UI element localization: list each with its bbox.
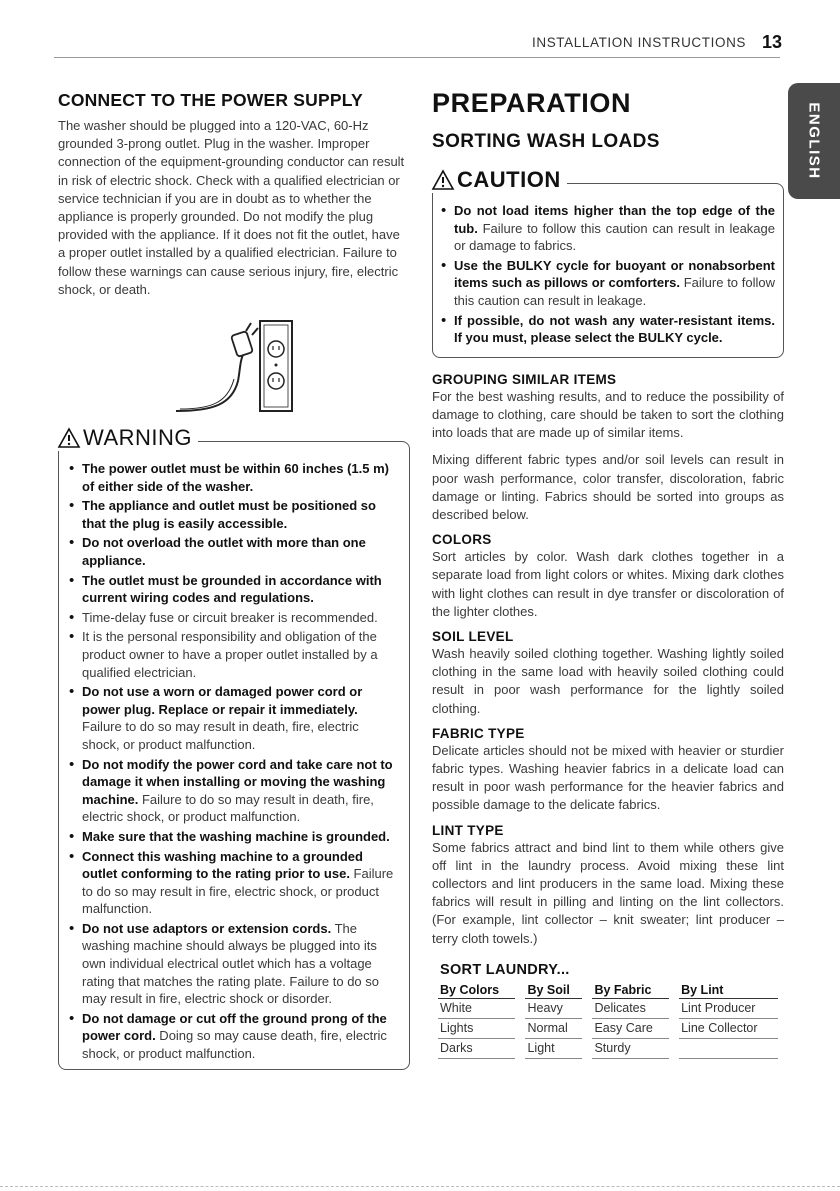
table-cell: White	[438, 998, 515, 1018]
table-row	[438, 1018, 778, 1038]
table-cell: Lights	[438, 1018, 515, 1038]
power-supply-intro: The washer should be plugged into a 120-VAC, 60-Hz grounded 3-prong outlet. Plug in the washer. Improper connection of the equipment-grounding conductor can result in risk of electric shock. Check with a qualified electrician or service technician if you are in doubt as to whether the appliance is properly grounded. Do not modify the plug provided with the appliance. If it does not fit the outlet, have a proper outlet installed by a qualified electrician. Failure to follow these warnings can cause serious injury, fire, electric shock, or death.	[58, 118, 405, 297]
table-cell: Lint Producer	[679, 998, 778, 1018]
table-cell: Light	[525, 1038, 582, 1058]
grouping-section	[432, 372, 784, 524]
warning-box	[58, 425, 410, 1070]
table-row	[438, 1038, 778, 1058]
warning-item: • Do not damage or cut off the ground prong of the power cord. Doing so may cause death, fire, electric shock, or product malfunction.	[65, 1010, 399, 1063]
warning-item: • It is the personal responsibility and obligation of the product owner to have a proper outlet installed by a qualified electrician.	[65, 628, 399, 681]
fabric-section	[432, 726, 784, 815]
power-supply-heading: CONNECT TO THE POWER SUPPLY	[58, 90, 363, 110]
warning-item: • Connect this washing machine to a grounded outlet conforming to the rating prior to use. Failure to do so may result in fire, electric shock, or product malfunction.	[65, 848, 399, 918]
caution-item: • If possible, do not wash any water-resistant items. If you must, please select the BULKY cycle.	[437, 312, 775, 347]
language-tab	[788, 83, 840, 199]
warning-list	[65, 460, 399, 1063]
warning-title	[57, 425, 198, 451]
fabric-text: Delicate articles should not be mixed with heavier or sturdier fabric types. Washing heavier fabrics in a delicate load can result in poor wash performance for the heavier fabrics and possible damage to the delicate fabrics.	[432, 742, 784, 813]
sorting-subtitle: SORTING WASH LOADS	[432, 131, 660, 152]
grouping-para-1: For the best washing results, and to reduce the possibility of damage to clothing, care should be taken to sort the clothing into loads that are made up of similar items.	[432, 388, 784, 441]
caution-title	[431, 167, 567, 193]
column-header: By Fabric	[592, 982, 669, 999]
lint-text: Some fabrics attract and bind lint to them while others give off lint in the laundry process. Avoid mixing these lint collectors and lint producers in the same load. Mixing these fabrics will result in pilling and linting on the lint collectors. (For example, lint collector – knit sweater; lint producer – terry cloth towels.)	[432, 839, 784, 946]
sort-laundry-table	[438, 982, 778, 1059]
running-header: INSTALLATION INSTRUCTIONS	[532, 35, 747, 50]
colors-section	[432, 532, 784, 621]
caution-item: • Use the BULKY cycle for buoyant or nonabsorbent items such as pillows or comforters. Failure to follow this caution can result in leakage.	[437, 257, 775, 310]
language-tab-label: ENGLISH	[805, 102, 823, 180]
table-cell: Darks	[438, 1038, 515, 1058]
table-row	[438, 998, 778, 1018]
soil-text: Wash heavily soiled clothing together. Washing lightly soiled clothing in the same load with heavily soiled clothing could result in poor wash performance for the lightly soiled clothing.	[432, 645, 784, 716]
warning-item: • Do not modify the power cord and take care not to damage it when installing or moving the washing machine. Failure to do so may result in death, fire, electric shock, or product malfunction.	[65, 756, 399, 826]
grouping-para-2: Mixing different fabric types and/or soil levels can result in poor wash performance, color transfer, discoloration, fabric damage or linting. Fabrics should be sorted into groups as described below.	[432, 452, 784, 522]
warning-item: • The appliance and outlet must be positioned so that the plug is easily accessible.	[65, 497, 399, 532]
colors-text: Sort articles by color. Wash dark clothes together in a separate load from light colors or whites. Mixing dark clothes with light clothes can result in dye transfer or discoloration of the lighter clothes.	[432, 549, 784, 619]
warning-item: • Do not use a worn or damaged power cord or power plug. Replace or repair it immediately. Failure to do so may result in death, fire, electric shock, or product malfunction.	[65, 683, 399, 753]
sort-laundry-title: SORT LAUNDRY...	[440, 961, 570, 978]
warning-triangle-icon	[57, 427, 81, 449]
warning-title-text: WARNING	[83, 425, 193, 451]
warning-item: • Do not overload the outlet with more than one appliance.	[65, 534, 399, 569]
column-header: By Lint	[679, 982, 778, 999]
table-cell: Sturdy	[592, 1038, 669, 1058]
sort-laundry-section	[432, 962, 784, 1059]
header-rule	[54, 57, 780, 58]
table-cell: Normal	[525, 1018, 582, 1038]
column-header: By Soil	[525, 982, 582, 999]
table-cell: Heavy	[525, 998, 582, 1018]
lint-heading: LINT TYPE	[432, 822, 504, 838]
warning-item: • The outlet must be grounded in accordance with current wiring codes and regulations.	[65, 572, 399, 607]
caution-box	[432, 167, 784, 358]
warning-item: • Make sure that the washing machine is grounded.	[65, 828, 399, 846]
fabric-heading: FABRIC TYPE	[432, 725, 525, 741]
caution-triangle-icon	[431, 169, 455, 191]
outlet-plug-icon	[174, 319, 294, 414]
warning-item: • Time-delay fuse or circuit breaker is recommended.	[65, 609, 399, 627]
caution-item: • Do not load items higher than the top edge of the tub. Failure to follow this caution can result in leakage or damage to fabrics.	[437, 202, 775, 255]
table-cell: Delicates	[592, 998, 669, 1018]
right-column	[432, 88, 784, 1059]
caution-title-text: CAUTION	[457, 167, 561, 192]
table-cell: Easy Care	[592, 1018, 669, 1038]
warning-item: • Do not use adaptors or extension cords. The washing machine should always be plugged into its own individual electrical outlet which has a voltage rating that matches the rating plate. Failure to do so may result in fire, electric shock or disorder.	[65, 920, 399, 1008]
column-header: By Colors	[438, 982, 515, 999]
left-column	[58, 90, 410, 1070]
footer-rule	[0, 1186, 840, 1187]
warning-item: • The power outlet must be within 60 inches (1.5 m) of either side of the washer.	[65, 460, 399, 495]
preparation-title: PREPARATION	[432, 88, 632, 118]
lint-section	[432, 823, 784, 948]
table-header-row	[438, 982, 778, 999]
page-number: 13	[762, 32, 783, 52]
soil-heading: SOIL LEVEL	[432, 628, 514, 644]
table-cell	[679, 1038, 778, 1058]
caution-list	[437, 202, 775, 347]
colors-heading: COLORS	[432, 532, 492, 548]
soil-section	[432, 629, 784, 718]
table-cell: Line Collector	[679, 1018, 778, 1038]
grouping-heading: GROUPING SIMILAR ITEMS	[432, 371, 617, 387]
